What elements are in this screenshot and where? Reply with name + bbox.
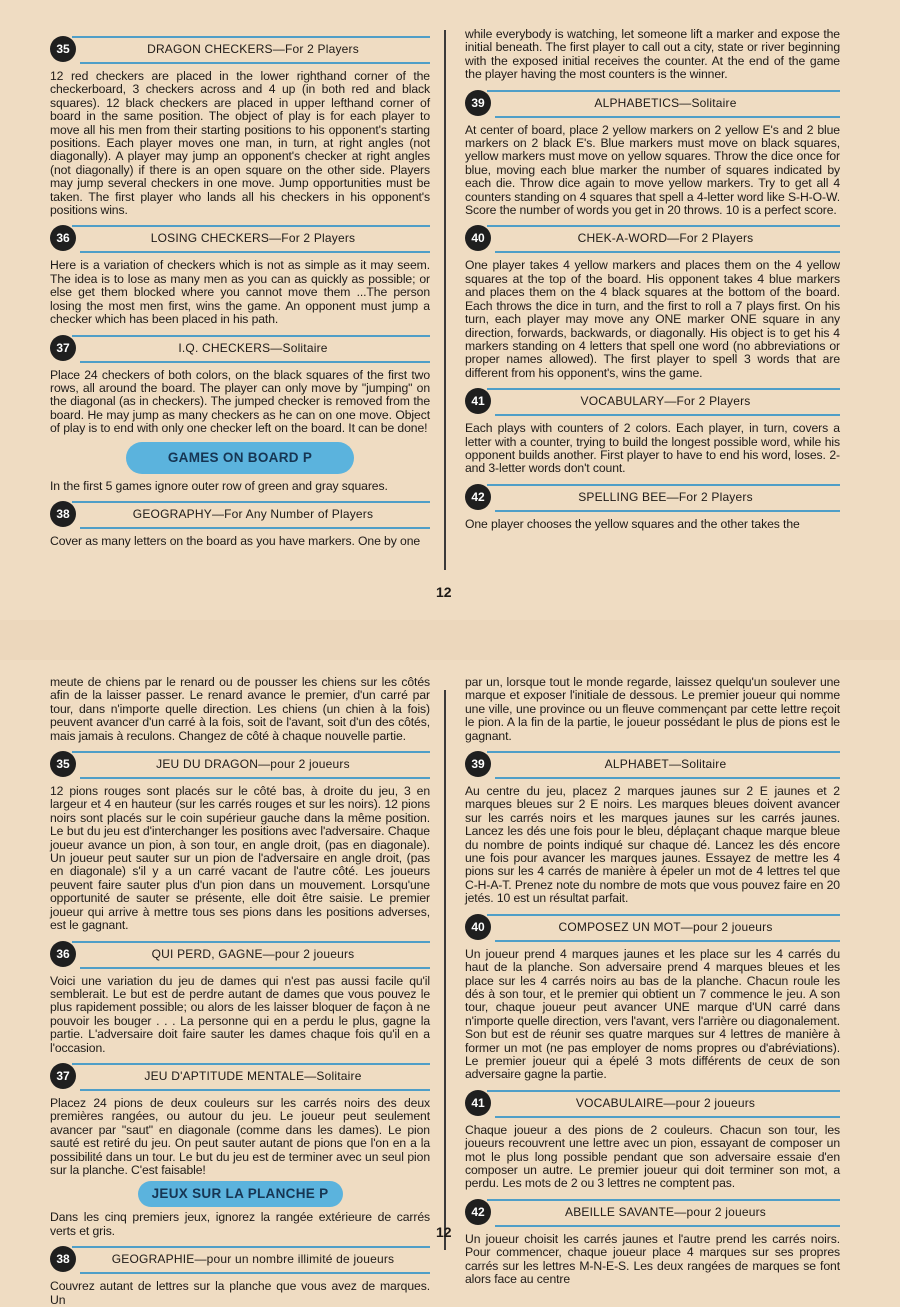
game-rules: Un joueur choisit les carrés jaunes et l'autre prend les carrés noirs. Pour commencer, chaque joueur place 4 marques sur ses propres carrés sur les lettres M-N-E-S. Les deux rangées de marques se font alors face au centre xyxy=(465,1231,840,1286)
game-number-badge: 40 xyxy=(465,225,491,251)
game-heading-39 xyxy=(465,86,840,120)
game-heading-36 xyxy=(50,937,430,971)
section-note: In the first 5 games ignore outer row of green and gray squares. xyxy=(50,478,388,493)
english-left-column xyxy=(50,30,430,620)
column-divider xyxy=(444,30,446,570)
game-rules: Cover as many letters on the board as you have markers. One by one xyxy=(50,533,421,548)
game-heading-38 xyxy=(50,497,430,531)
game-number-badge: 41 xyxy=(465,388,491,414)
french-page xyxy=(0,660,900,1307)
section-title-pill: GAMES ON BOARD P xyxy=(126,442,354,474)
game-number-badge: 39 xyxy=(465,90,491,116)
game-number-badge: 36 xyxy=(50,225,76,251)
game-number-badge: 40 xyxy=(465,914,491,940)
game-title: JEU D'APTITUDE MENTALE—Solitaire xyxy=(144,1068,362,1083)
game-title: ALPHABETICS—Solitaire xyxy=(594,95,737,110)
game-heading-35 xyxy=(50,32,430,66)
game-title: COMPOSEZ UN MOT—pour 2 joueurs xyxy=(558,919,773,934)
game-heading-37 xyxy=(50,1059,430,1093)
game-heading-38 xyxy=(50,1242,430,1276)
game-heading-39 xyxy=(465,747,840,781)
game-title: VOCABULARY—For 2 Players xyxy=(580,394,751,409)
game-title: GEOGRAPHIE—pour un nombre illimité de joueurs xyxy=(111,1252,395,1267)
page-number: 12 xyxy=(436,584,452,600)
game-heading-41 xyxy=(465,1086,840,1120)
game-title: LOSING CHECKERS—For 2 Players xyxy=(150,231,356,246)
game-title: QUI PERD, GAGNE—pour 2 joueurs xyxy=(151,946,355,961)
column-divider xyxy=(444,690,446,1250)
game-heading-42 xyxy=(465,480,840,514)
continued-text: meute de chiens par le renard ou de pousser les chiens sur les côtés afin de la laisser passer. Le renard avance le premier, d'un carré par tour, dans n'importe quelle direction. Les chiens (un chien à la fois) peuvent avancer d'un carré à la fois, soit de l'avant, soit d'un des côtés, mais jamais à reculons. Changez de côté à chaque nouvelle partie. xyxy=(50,675,430,743)
continued-text: par un, lorsque tout le monde regarde, laissez quelqu'un soulever une marque et exposer l'initiale de dessous. Le premier joueur qui nomme une ville, une province ou un fleuve commençant par cette lettre reçoit le pion. A la fin de la partie, le joueur possédant le plus de pions est le gagnant. xyxy=(465,675,840,743)
game-rules: 12 pions rouges sont placés sur le côté bas, à droite du jeu, 3 en largeur et 4 en hauteur (sur les carrés rouges et sur les noirs). 12 pions noirs sont placés sur le coin supérieur gauche dans la même position. Le but du jeu est d'interchanger les positions avec l'adversaire. Chaque joueur avance un pion, à son tour, en angle droit, (pas en diagonale). Un joueur peut sauter sur un pion de l'adversaire en angle droit, (pas en diagonale) s'il y a un carré vacant de l'autre côté. Les joueurs peuvent faire sauter plus d'un pion dans un mouvement. Lorsqu'une opportunité de sauter se présente, elle doit être saisie. Le premier joueur qui arrive à mettre tous ses pions dans les positions adverses, est le gagnant. xyxy=(50,784,430,933)
game-rules: Here is a variation of checkers which is not as simple as it may seem. The idea is to lose as many men as you can as quickly as possible; or else get them blocked where you cannot move them ...The person losing the most men first, wins the game. An opponent must jump a checker which has been placed in his path. xyxy=(50,258,430,327)
game-rules: Chaque joueur a des pions de 2 couleurs. Chacun son tour, les joueurs recouvrent une lettre avec un pion, essayant de composer un mot le plus long possible pendant que son adversaire essaie d'en composer un autre. Le premier joueur qui doit terminer son mot, a perdu. Les mots de 2 ou 3 lettres ne comptent pas. xyxy=(465,1122,840,1191)
game-number-badge: 36 xyxy=(50,941,76,967)
game-heading-42 xyxy=(465,1195,840,1229)
game-rules: Un joueur prend 4 marques jaunes et les place sur les 4 carrés du haut de la planche. Son adversaire prend 4 marques bleues et les place sur les 4 carrés noirs au bas de la planche. Chacun roule les dés à son tour, et le premier qui obtient un 7 commence le jeu. A son tour, chaque joueur peut avancer UNE marque d'UN carré dans n'importe quelle direction, vers l'avant, vers l'arrière ou diagonalement. Son but est de réunir ses quatre marques sur 4 lettres de manière à former un mot (ne pas employer de noms propres ou d'abréviations). Le premier joueur qui a épelé 3 mots différents de ceux de son adversaire gagne la partie. xyxy=(465,946,840,1082)
game-number-badge: 35 xyxy=(50,751,76,777)
game-number-badge: 42 xyxy=(465,484,491,510)
game-title: I.Q. CHECKERS—Solitaire xyxy=(178,340,328,355)
game-rules: Voici une variation du jeu de dames qui n'est pas aussi facile qu'il semblerait. Le but est de perdre autant de dames que vous pouvez le plus rapidement possible; ou alors de les laisser bloquer de façon à ne pouvoir les bouger . . . La personne qui en a perdu le plus, gagne la partie. L'adversaire doit faire sauter les dames chaque fois qu'il en a l'occasion. xyxy=(50,973,430,1055)
game-number-badge: 42 xyxy=(465,1199,491,1225)
game-title: GEOGRAPHY—For Any Number of Players xyxy=(132,506,374,521)
game-heading-36 xyxy=(50,221,430,255)
game-title: VOCABULAIRE—pour 2 joueurs xyxy=(575,1095,756,1110)
french-left-column xyxy=(50,675,430,1307)
game-heading-41 xyxy=(465,384,840,418)
page-number: 12 xyxy=(436,1224,452,1240)
game-title: DRAGON CHECKERS—For 2 Players xyxy=(147,42,359,56)
game-rules: Each plays with counters of 2 colors. Each player, in turn, covers a letter with a counter, trying to build the longest possible word, while his opponent builds another. First player to have to end his word, loses. 2-and 3-letter words don't count. xyxy=(465,421,840,476)
game-heading-40 xyxy=(465,221,840,255)
game-heading-40 xyxy=(465,910,840,944)
game-title: CHEK-A-WORD—For 2 Players xyxy=(577,231,754,246)
game-rules: Place 24 checkers of both colors, on the black squares of the first two rows, all around the board. The player can only move by "jumping" on the diagonal (as in checkers). The jumped checker is removed from the board. He may jump as many checkers as he can on one move. Object of play is to end with only one checker left on the board. It can be done! xyxy=(50,367,430,436)
game-number-badge: 39 xyxy=(465,751,491,777)
game-title: SPELLING BEE—For 2 Players xyxy=(578,489,753,504)
game-title: JEU DU DRAGON—pour 2 joueurs xyxy=(156,757,350,772)
section-note: Dans les cinq premiers jeux, ignorez la rangée extérieure de carrés verts et gris. xyxy=(50,1210,430,1238)
section-title-pill: JEUX SUR LA PLANCHE P xyxy=(138,1181,343,1207)
game-number-badge: 35 xyxy=(50,36,76,62)
game-rules: Au centre du jeu, placez 2 marques jaunes sur 2 E jaunes et 2 marques bleues sur 2 E noirs. Les marques bleues doivent avancer sur les carrés noirs et les marques jaunes sur les carrés jaunes. Lancez les dés une fois pour le bleu, déplaçant chaque marque bleue du nombre de points indiqué sur chaque dé. Lancez les dés encore une fois pour avancer les marques jaunes. Essayez de mettre les 4 pions sur les 4 carrés de manière à épeler un mot de 4 lettres tel que C-H-A-T. Prenez note du nombre de mots que vous pouvez faire en 20 jetés. 10 est un résultat parfait. xyxy=(465,784,840,906)
game-number-badge: 37 xyxy=(50,335,76,361)
game-rules: Couvrez autant de lettres sur la planche que vous avez de marques. Un xyxy=(50,1279,430,1307)
game-number-badge: 37 xyxy=(50,1063,76,1089)
page-gap xyxy=(0,620,900,660)
game-heading-37 xyxy=(50,331,430,365)
game-title: ABEILLE SAVANTE—pour 2 joueurs xyxy=(565,1204,766,1219)
game-rules: One player takes 4 yellow markers and places them on the 4 yellow squares at the top of the board. His opponent takes 4 blue markers and places them on the 4 black squares at the bottom of the board. Each throws the dice in turn, and the first to roll a 7 plays first. On his turn, each player may move any ONE marker ONE square in any direction, forwards, backwards, or diagonally. His object is to get his 4 markers standing on 4 letters that spell one word (no abbreviations or proper names allowed). The first player to spell 3 words that are different from his opponent's, wins the game. xyxy=(465,258,840,380)
game-heading-35 xyxy=(50,747,430,781)
game-number-badge: 38 xyxy=(50,501,76,527)
game-rules: At center of board, place 2 yellow markers on 2 yellow E's and 2 blue markers on 2 black E's. Blue markers must move on black squares, yellow markers must move on yellow squares. Throw the dice once for blue, moving each blue marker the number of squares indicated by each die. Throw dice again to move yellow markers. Try to get all 4 counters standing on 4 squares that spell a 4-letter word like S-H-O-W. Score the number of words you get in 20 throws. 10 is a perfect score. xyxy=(465,122,840,218)
game-number-badge: 38 xyxy=(50,1246,76,1272)
game-number-badge: 41 xyxy=(465,1090,491,1116)
french-right-column xyxy=(465,676,840,1288)
continued-text: while everybody is watching, let someone lift a marker and expose the initial beneath. The first player to call out a city, state or river beginning with the exposed initial receives the counter. At the end of the game the player having the most counters is the winner. xyxy=(465,27,840,82)
game-rules: 12 red checkers are placed in the lower righthand corner of the checkerboard, 3 checkers across and 4 up (in both red and black squares). 12 black checkers are placed in upper lefthand corner of board in the same position. The object of play is for each player to move all his men from their starting positions to his opponent's starting positions. Each player moves one man, in turn, at right angles (not diagonally). A player may jump an opponent's checker at right angles (not diagonally) if there is an open square on the other side. Players may jump several checkers in one move. Jump opportunities must be taken. The first player who lands all his checkers in his opponent's positions wins. xyxy=(50,69,430,218)
game-title: ALPHABET—Solitaire xyxy=(604,757,727,772)
english-page xyxy=(0,0,900,620)
game-rules: Placez 24 pions de deux couleurs sur les carrés noirs des deux premières rangées, ou autour du jeu. Le joueur peut seulement avancer par "saut" en diagonale (comme dans les dames). Le pion sauté est retiré du jeu. On peut sauter autant de pions que l'on en a la possibilité dans un tour. Le but du jeu est de terminer avec un seul pion sur la planche. C'est faisable! xyxy=(50,1095,430,1177)
game-rules: One player chooses the yellow squares and the other takes the xyxy=(465,516,800,531)
english-right-column xyxy=(465,28,840,620)
